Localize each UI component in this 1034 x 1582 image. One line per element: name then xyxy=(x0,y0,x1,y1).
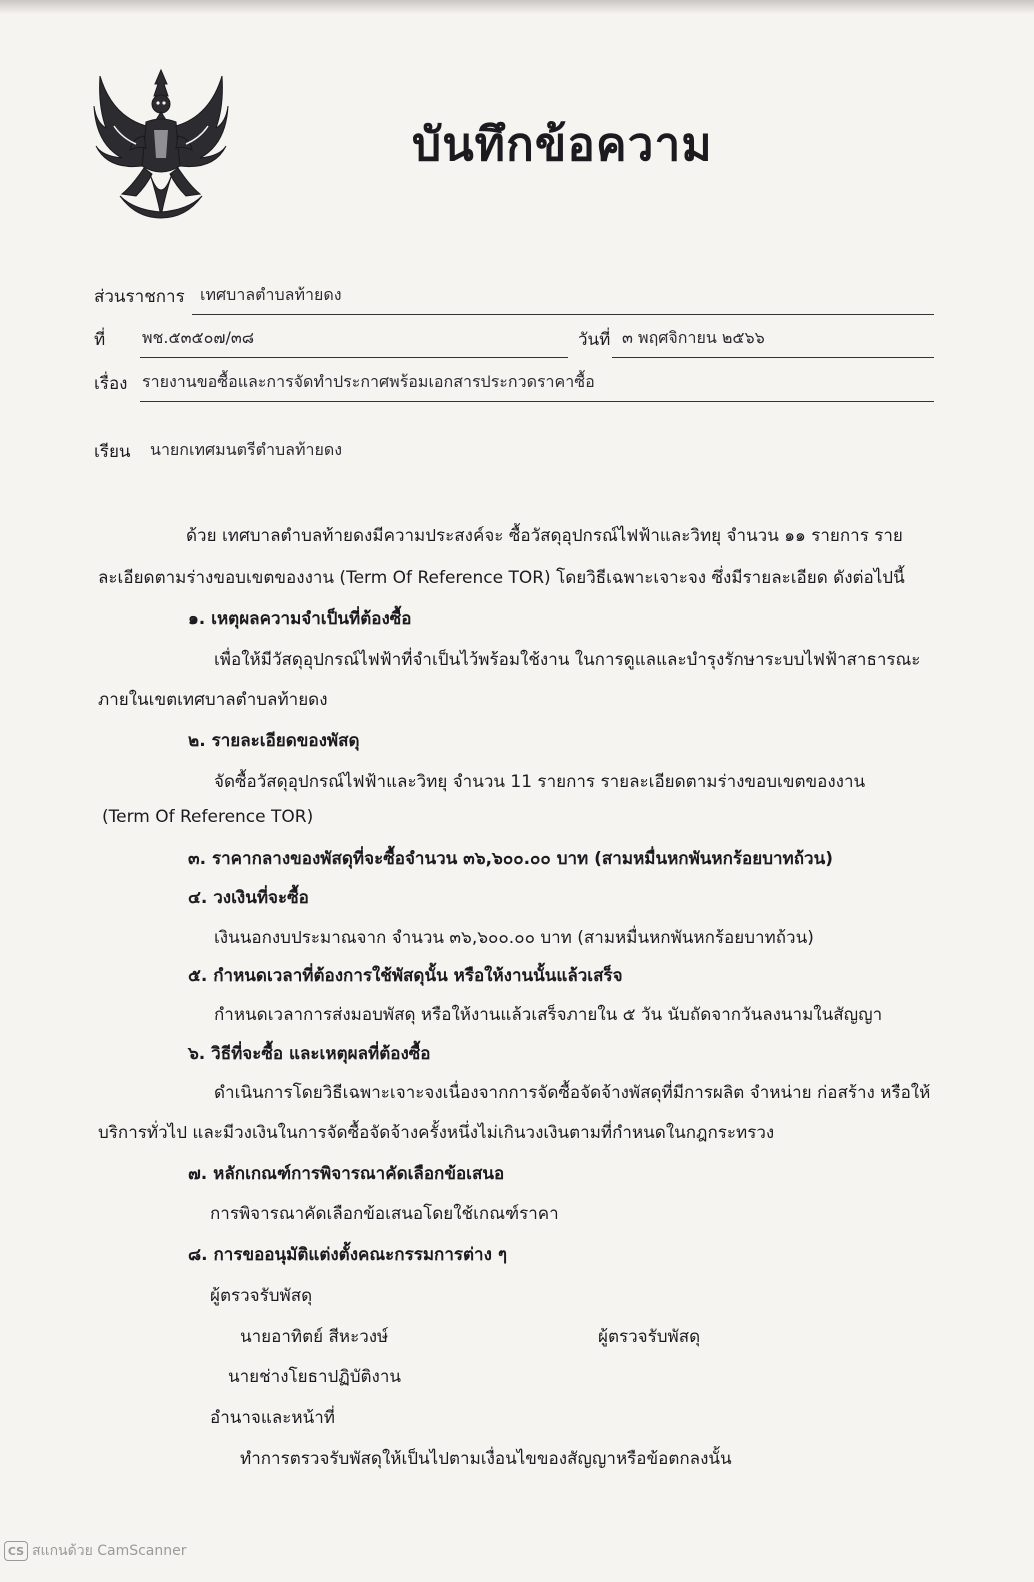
section-6-title: ๖. วิธีที่จะซื้อ และเหตุผลที่ต้องซื้อ xyxy=(188,1044,431,1064)
memo-title: บันทึกข้อความ xyxy=(412,117,713,171)
committee-member-position: นายช่างโยธาปฏิบัติงาน xyxy=(228,1367,402,1387)
date-label: วันที่ xyxy=(578,330,611,350)
committee-member-name: นายอาทิตย์ สีหะวงษ์ xyxy=(240,1327,389,1347)
section-1-text-2: ภายในเขตเทศบาลตำบลท้ายดง xyxy=(98,690,328,710)
section-8-sub: ผู้ตรวจรับพัสดุ xyxy=(210,1286,313,1306)
section-2-title: ๒. รายละเอียดของพัสดุ xyxy=(188,731,360,751)
camscanner-logo-icon: CS xyxy=(4,1541,28,1561)
intro-line-1: ด้วย เทศบาลตำบลท้ายดงมีความประสงค์จะ ซื้อวัสดุอุปกรณ์ไฟฟ้าและวิทยุ จำนวน ๑๑ รายการ ราย xyxy=(186,526,903,546)
section-2-text-1: จัดซื้อวัสดุอุปกรณ์ไฟฟ้าและวิทยุ จำนวน 11 รายการ รายละเอียดตามร่างขอบเขตของงาน xyxy=(214,772,866,792)
section-8-duty-text: ทำการตรวจรับพัสดุให้เป็นไปตามเงื่อนไขของสัญญาหรือข้อตกลงนั้น xyxy=(240,1449,732,1469)
section-7-text: การพิจารณาคัดเลือกข้อเสนอโดยใช้เกณฑ์ราคา xyxy=(210,1204,559,1224)
subject-label: เรื่อง xyxy=(94,374,128,394)
section-3-title: ๓. ราคากลางของพัสดุที่จะซื้อจำนวน ๓๖,๖๐๐.๐๐ บาท (สามหมื่นหกพันหกร้อยบาทถ้วน) xyxy=(188,849,833,869)
ref-value: พช.๕๓๕๐๗/๓๘ xyxy=(142,328,255,347)
intro-line-2: ละเอียดตามร่างขอบเขตของงาน (Term Of Reference TOR) โดยวิธีเฉพาะเจาะจง ซึ่งมีรายละเอียด ดังต่อไปนี้ xyxy=(98,568,905,588)
date-value: ๓ พฤศจิกายน ๒๕๖๖ xyxy=(622,328,765,347)
subject-value: รายงานขอซื้อและการจัดทำประกาศพร้อมเอกสารประกวดราคาซื้อ xyxy=(142,372,595,391)
section-8-title: ๘. การขออนุมัติแต่งตั้งคณะกรรมการต่าง ๆ xyxy=(188,1245,507,1265)
section-7-title: ๗. หลักเกณฑ์การพิจารณาคัดเลือกข้อเสนอ xyxy=(188,1164,505,1184)
section-6-text-1: ดำเนินการโดยวิธีเฉพาะเจาะจงเนื่องจากการจัดซื้อจัดจ้างพัสดุที่มีการผลิต จำหน่าย ก่อสร้าง หรือให้ xyxy=(214,1083,931,1103)
section-4-text: เงินนอกงบประมาณจาก จำนวน ๓๖,๖๐๐.๐๐ บาท (สามหมื่นหกพันหกร้อยบาทถ้วน) xyxy=(214,928,814,948)
agency-rule xyxy=(192,314,934,315)
section-5-title: ๕. กำหนดเวลาที่ต้องการใช้พัสดุนั้น หรือให้งานนั้นแล้วเสร็จ xyxy=(188,966,623,986)
to-label: เรียน xyxy=(94,442,131,462)
section-6-text-2: บริการทั่วไป และมีวงเงินในการจัดซื้อจัดจ้างครั้งหนึ่งไม่เกินวงเงินตามที่กำหนดในกฎกระทรวง xyxy=(98,1123,775,1143)
ref-label: ที่ xyxy=(94,330,106,350)
to-value: นายกเทศมนตรีตำบลท้ายดง xyxy=(150,440,343,459)
subject-rule xyxy=(140,401,934,402)
agency-value: เทศบาลตำบลท้ายดง xyxy=(200,285,342,304)
section-4-title: ๔. วงเงินที่จะซื้อ xyxy=(188,888,309,908)
section-5-text: กำหนดเวลาการส่งมอบพัสดุ หรือให้งานแล้วเสร็จภายใน ๕ วัน นับถัดจากวันลงนามในสัญญา xyxy=(214,1005,883,1025)
ref-rule xyxy=(140,357,568,358)
committee-member-role: ผู้ตรวจรับพัสดุ xyxy=(598,1327,701,1347)
section-8-duty-label: อำนาจและหน้าที่ xyxy=(210,1408,335,1428)
scan-top-edge xyxy=(0,0,1034,14)
camscanner-watermark xyxy=(4,1540,187,1562)
garuda-emblem-icon xyxy=(92,66,230,224)
section-1-text-1: เพื่อให้มีวัสดุอุปกรณ์ไฟฟ้าที่จำเป็นไว้พร้อมใช้งาน ในการดูแลและบำรุงรักษาระบบไฟฟ้าสาธารณะ xyxy=(214,650,921,670)
section-1-title: ๑. เหตุผลความจำเป็นที่ต้องซื้อ xyxy=(188,609,412,629)
section-2-text-2: (Term Of Reference TOR) xyxy=(102,807,314,827)
camscanner-text: สแกนด้วย CamScanner xyxy=(32,1543,187,1559)
date-rule xyxy=(612,357,934,358)
agency-label: ส่วนราชการ xyxy=(94,287,185,307)
